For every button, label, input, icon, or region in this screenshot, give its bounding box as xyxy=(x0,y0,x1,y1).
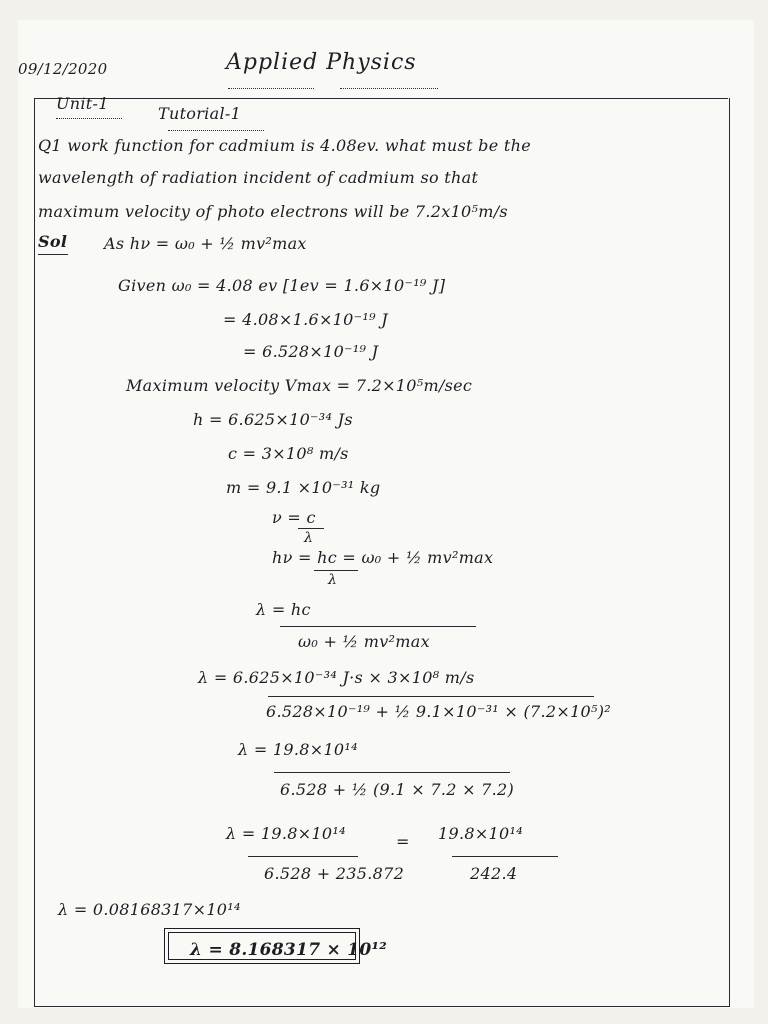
fraction-bar xyxy=(248,856,358,857)
fraction-numerator: λ = 6.625×10⁻³⁴ J·s × 3×10⁸ m/s xyxy=(198,668,475,687)
planck-line: h = 6.625×10⁻³⁴ Js xyxy=(193,410,353,429)
page-title: Applied Physics xyxy=(226,50,417,75)
unit-underline xyxy=(56,112,122,119)
fraction-bar xyxy=(452,856,558,857)
result-line: λ = 0.08168317×10¹⁴ xyxy=(58,900,241,919)
fraction-bar xyxy=(298,528,324,529)
title-underline-1 xyxy=(228,82,314,89)
fraction-numerator: λ = 19.8×10¹⁴ xyxy=(226,824,346,843)
fraction-denominator: λ xyxy=(328,572,338,588)
fraction-numerator: 19.8×10¹⁴ xyxy=(438,824,523,843)
fraction-denominator: 6.528 + 235.872 xyxy=(264,864,405,883)
question-line-3: maximum velocity of photo electrons will be 7.2x10⁵m/s xyxy=(38,202,508,221)
fraction-bar xyxy=(280,626,476,627)
work-line: = 6.528×10⁻¹⁹ J xyxy=(243,342,379,361)
title-underline-2 xyxy=(340,82,438,89)
notebook-page xyxy=(18,20,754,1008)
fraction-numerator: ν = c xyxy=(272,508,316,527)
fraction-denominator: 6.528×10⁻¹⁹ + ½ 9.1×10⁻³¹ × (7.2×10⁵)² xyxy=(266,702,612,721)
sol-underline xyxy=(38,254,68,255)
fraction-bar xyxy=(274,772,510,773)
given-line: Given ω₀ = 4.08 ev [1ev = 1.6×10⁻¹⁹ J] xyxy=(118,276,446,295)
fraction-denominator: ω₀ + ½ mv²max xyxy=(298,632,430,651)
tutorial-underline xyxy=(168,124,264,131)
equation-line: As hν = ω₀ + ½ mv²max xyxy=(104,234,307,253)
fraction-numerator: λ = hc xyxy=(256,600,311,619)
question-line-2: wavelength of radiation incident of cadmium so that xyxy=(38,168,479,187)
date: 09/12/2020 xyxy=(18,60,108,78)
fraction-denominator: 6.528 + ½ (9.1 × 7.2 × 7.2) xyxy=(280,780,515,799)
velocity-line: Maximum velocity Vmax = 7.2×10⁵m/sec xyxy=(126,376,473,395)
mass-line: m = 9.1 ×10⁻³¹ kg xyxy=(226,478,381,497)
fraction-numerator: λ = 19.8×10¹⁴ xyxy=(238,740,358,759)
fraction-bar xyxy=(314,570,358,571)
work-line: = 4.08×1.6×10⁻¹⁹ J xyxy=(223,310,388,329)
question-line-1: Q1 work function for cadmium is 4.08ev. what must be the xyxy=(38,136,531,155)
unit-label: Unit-1 xyxy=(56,94,109,113)
fraction-denominator: λ xyxy=(304,530,314,546)
fraction-denominator: 242.4 xyxy=(470,864,518,883)
tutorial-label: Tutorial-1 xyxy=(158,104,242,123)
equals-sign: = xyxy=(396,832,410,851)
fraction-numerator: hν = hc = ω₀ + ½ mv²max xyxy=(272,548,494,567)
fraction-bar xyxy=(268,696,594,697)
speed-of-light-line: c = 3×10⁸ m/s xyxy=(228,444,349,463)
solution-label: Sol xyxy=(38,232,68,251)
final-answer: λ = 8.168317 × 10¹² xyxy=(190,940,388,960)
